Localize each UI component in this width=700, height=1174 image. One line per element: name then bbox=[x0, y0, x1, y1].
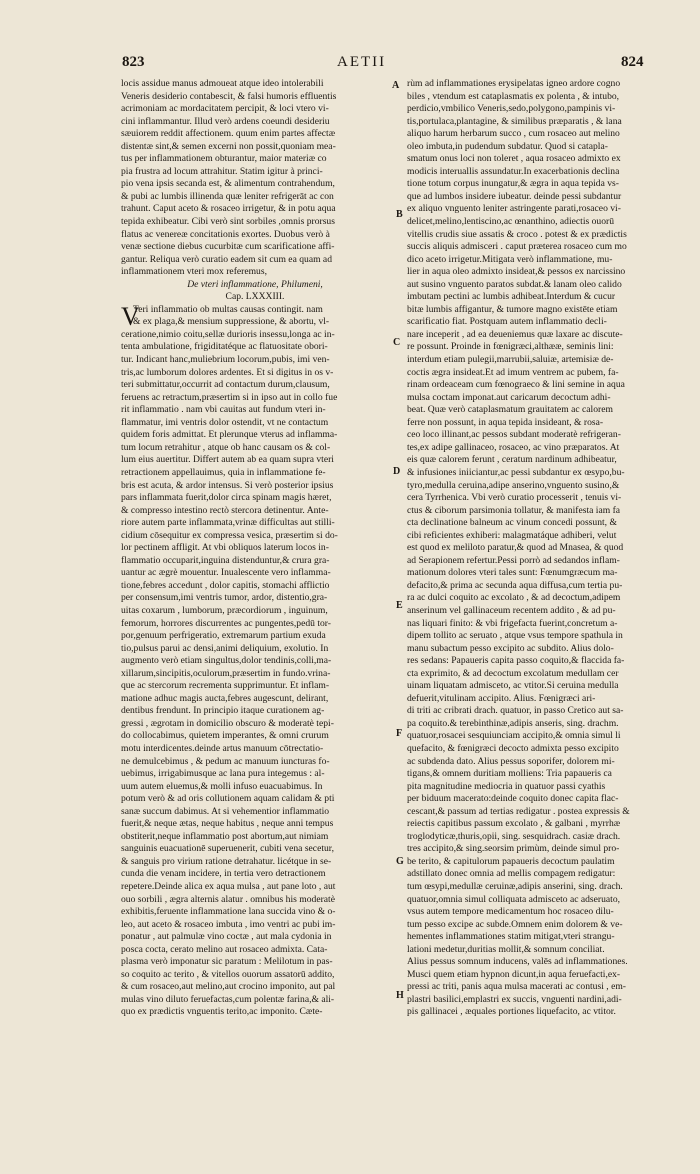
left-column-line: Teri inflammatio ob multas causas contingit. nam bbox=[133, 303, 323, 315]
left-column-line: augmento verò etiam singultus,dolor tendinis,colli,ma- bbox=[121, 655, 332, 667]
right-column-line: rùm ad inflammationes erysipelatas igneo ardore cogno bbox=[407, 78, 621, 89]
right-column-line: ceo loco illinant,ac pessos subdant moderatè refrigeran- bbox=[407, 429, 621, 441]
right-column-line: ad Serapionem refertur.Pessi porrò ad sedandos inflam- bbox=[407, 554, 620, 566]
left-column-line: feruens ac retractum,præsertim si in ipso aut in collo fue bbox=[121, 391, 338, 403]
right-column-line: di triti ac cribrati drach. quatuor, in passo Cretico aut sa- bbox=[407, 705, 624, 717]
right-column-line: Musci quem etiam hypnon dicunt,in aqua feruefacti,ex- bbox=[407, 968, 621, 980]
left-column-line: trahunt. Caput aceto & rosaceo irrigetur, & in potu aqua bbox=[121, 203, 336, 215]
left-column-line: per consensum,imi ventris tumor, ardor, distentio,gra- bbox=[121, 592, 328, 604]
right-column-line: tione totum corpus inungatur,& ægra in aqua tepida vs- bbox=[407, 178, 619, 190]
left-column-line: riore autem parte inflammata,vrinæ difficultas aut stilli- bbox=[121, 517, 335, 529]
left-column-line: sanæ succum dabimus. At si vehementior inflammatio bbox=[121, 805, 330, 817]
right-column-line: vitellis crudis siue assatis & croco . potest & ex prædictis bbox=[407, 228, 627, 240]
right-column-line: Alius pessus somnum inducens, valēs ad inflammationes. bbox=[407, 956, 628, 968]
right-column-line: quatuor,omnia simul colliquata admisceto ac adseruato, bbox=[407, 893, 621, 905]
right-column-line: smatum onus loci non toleret , aqua rosaceo admixto ex bbox=[407, 153, 621, 165]
left-column-line: De vteri inflammatione, Philumeni, bbox=[187, 278, 323, 290]
left-column-line: do collocabimus, quietem imperantes, & omni crurum bbox=[121, 730, 329, 742]
right-column-line: uinam liquatam admisceto, ac vtitor.Si ceruina medulla bbox=[407, 680, 619, 692]
left-column-line: que ac stercorum recrementa supprimuntur. Et inflam- bbox=[121, 680, 330, 692]
right-column-line: pis gallinacei , æquales portiones liquefacito, ac vtitor. bbox=[407, 1006, 616, 1018]
left-page-number: 823 bbox=[122, 54, 145, 70]
margin-letter-f: F bbox=[396, 728, 403, 739]
left-column-line: cini inflammantur. Illud verò ardens coeundi desideriu bbox=[121, 115, 330, 127]
left-column-line: mulas vino diluto feruefactas,cum polentæ farina,& ali- bbox=[121, 993, 335, 1005]
right-column-line: tes,ex adipe gallinaceo, rosaceo, ac vino præparatos. At bbox=[407, 441, 620, 453]
right-column-line: hementes inflammationes statim mitigat,vteri strangu- bbox=[407, 931, 615, 943]
left-column-line: acrimoniam ac mordacitatem percipit, & loci vtero vi- bbox=[121, 103, 329, 115]
left-column-line: ouo sorbili , ægra alternis alatur . omnibus his moderatè bbox=[121, 893, 335, 905]
right-column-line: modicis interuallis assundatur.In exacerbationis declina bbox=[407, 165, 620, 177]
left-column-line: Cap. LXXXIII. bbox=[225, 291, 285, 303]
right-column-line: & infusiones iniiciantur,ac pessi subdantur ex œsypo,bu- bbox=[407, 466, 625, 478]
left-column-line: potum verò & ad oris collutionem aquam calidam & pti bbox=[121, 793, 335, 805]
right-column-line: re possunt. Proinde in fœnigræci,althææ, seminis lini: bbox=[407, 341, 614, 353]
left-column-line: tepida exhibeatur. Cibi verò sint sorbiles ,omnis prorsus bbox=[121, 216, 335, 228]
right-column-line: troglodyticæ,thuris,opii, sing. sesquidrach. casiæ drach. bbox=[407, 830, 621, 842]
left-column-line: matione adhuc magis aucta,febres augescunt, delirant, bbox=[121, 692, 329, 704]
right-column-line: bitæ lumbis affigantur, & tumore magno existēte etiam bbox=[407, 303, 618, 315]
right-column-line: ferre non possunt, in aqua tepida insideant, & rosa- bbox=[407, 416, 604, 428]
right-column-line: interdum etiam pulegii,marrubii,saluiæ, artemisiæ de- bbox=[407, 354, 614, 366]
right-column-line: res sedans: Papaueris capita passo coquito,& flaccida fa- bbox=[407, 655, 625, 667]
left-column-line: sanguinis euacuationē superuenerit, cubiti vena secetur, bbox=[121, 843, 334, 855]
right-column-line: anserinum vel gallinaceum recentem addito , & ad pu- bbox=[407, 604, 616, 616]
left-column-line: dentibus frendunt. In principio itaque curationem ag- bbox=[121, 705, 325, 717]
left-column-line: motu interdicentes.deinde artus manuum cōtrectatio- bbox=[121, 742, 324, 754]
right-column-line: tigans,& omnem duritiam molliens: Tria papaueris ca bbox=[407, 768, 612, 780]
margin-letter-e: E bbox=[396, 600, 403, 611]
right-column-line: plastri basilici,emplastri ex succis, vnguenti nardini,adi- bbox=[407, 993, 622, 1005]
page-header bbox=[0, 54, 700, 78]
left-column-line: inflammationem vteri mox referemus, bbox=[121, 266, 267, 278]
right-column-line: delicet,melino,lentiscino,ac œnanthino, adiectis ouorū bbox=[407, 216, 615, 228]
left-column-line: tur. Indicant hanc,muliebrium locorum,pubis, imi ven- bbox=[121, 354, 330, 366]
right-column-line: nare inceperit , ad ea deueniemus quæ laxare ac discute- bbox=[407, 328, 623, 340]
running-title: AETII bbox=[337, 54, 387, 70]
left-column-line: gressi , ægrotam in domicilio obscuro & moderatè tepi- bbox=[121, 717, 334, 729]
right-column-line: scarificatio fiat. Postquam autem inflammatio decli- bbox=[407, 316, 607, 328]
left-column-line: uum autem eluemus,& molli infuso euacuabimus. In bbox=[121, 780, 323, 792]
right-column-line: tum pesso excipe ac subde.Omnem enim dolorem & ve- bbox=[407, 918, 623, 930]
left-column-line: quo ex prædictis vnguentis terito,ac imponito. Cæte- bbox=[121, 1006, 323, 1018]
right-column-line: tyro,medulla ceruina,adipe anserino,vnguento susino,& bbox=[407, 479, 620, 491]
left-column-line: tio,pulsus parui ac densi,animi deliquium, exolutio. In bbox=[121, 642, 329, 654]
left-column-line: gantur. Reliqua verò curatio eadem sit cum ea quam ad bbox=[121, 253, 332, 265]
left-column-line: flatus ac venereæ concitationis exortes. Duobus verò à bbox=[121, 228, 330, 240]
right-text-column bbox=[407, 78, 675, 1019]
right-column-line: ctus & ciborum parsimonia tollatur, & manifesta iam fa bbox=[407, 504, 621, 516]
left-column-line: & compresso intestino rectò stercora detinentur. Ante- bbox=[121, 504, 329, 516]
right-column-line: cescant,& passum ad tertias redigatur . postea expressis & bbox=[407, 805, 630, 817]
left-column-line: sæuiorem reddit affectionem. quum enim partes affectæ bbox=[121, 128, 336, 140]
left-column-line: quidem foris admittat. Et plerunque vterus ad inflamma- bbox=[121, 429, 338, 441]
right-column-line: imbutam pectini ac lumbis adhibeat.Interdum & cucur bbox=[407, 291, 616, 303]
left-column-line: bris est acuta, & ardor intensus. Si verò posterior ipsius bbox=[121, 479, 334, 491]
left-column-line: cunda die venam incidere, in tertia vero detractionem bbox=[121, 868, 326, 880]
left-column-line: flammatio occuparit,inguina distenduntur,& crura gra- bbox=[121, 554, 330, 566]
right-column-line: perdicio,vmbilico Veneris,sedo,polygono,pampinis vi- bbox=[407, 103, 616, 115]
left-column-line: leo, aut aceto & rosaceo imbuta , imo ventri ac pubi im- bbox=[121, 918, 336, 930]
right-column-line: lationi medetur,duritias mollit,& somnum conciliat. bbox=[407, 943, 605, 955]
left-column-line: Veneris desiderio contabescit, & falsi humoris effluentis bbox=[121, 90, 337, 102]
left-column-line: lum eius auertitur. Differt autem ab ea quam supra vteri bbox=[121, 454, 334, 466]
right-column-line: quatuor,rosacei sesquiunciam accipito,& omnia simul li bbox=[407, 730, 621, 742]
right-column-line: defacito,& prima ac secunda aqua diffusa,cum tertia pu- bbox=[407, 579, 623, 591]
left-column-line: venæ sectione diebus cucurbitæ cum scarificatione affi- bbox=[121, 241, 335, 253]
left-column-line: por,genuum perfrigeratio, extremarum partium exuda bbox=[121, 630, 326, 642]
left-column-line: & sanguis pro virium ratione detrahatur. licétque in se- bbox=[121, 855, 332, 867]
left-column-line: obstiterit,neque inflammatio post abortum,aut nimiam bbox=[121, 830, 329, 842]
left-column-line: lor pectinem affligit. At vbi obliquos laterum locos in- bbox=[121, 542, 329, 554]
right-column-line: oleo imbuta,in pudendum subdatur. Quod si catapla- bbox=[407, 140, 608, 152]
right-column-line: ex aliquo vnguento leniter astringente parati,rosaceo vi- bbox=[407, 203, 621, 215]
left-column-line: tenta ambulatione, frigiditatéque ac flatuositate obori- bbox=[121, 341, 328, 353]
right-column-line: aliquo harum herbarum succo , cum rosaceo aut melino bbox=[407, 128, 620, 140]
left-column-line: distentæ sint,& semen excerni non possit,quoniam mea- bbox=[121, 140, 336, 152]
right-column-line: biles , vtendum est cataplasmatis ex polenta , & intubo, bbox=[407, 90, 620, 102]
left-text-column bbox=[121, 78, 389, 1019]
left-column-line: tum locum retrahitur , atque ob hanc causam os & col- bbox=[121, 441, 331, 453]
right-column-line: tum œsypi,medullæ ceruinæ,adipis anserini, sing. drach. bbox=[407, 881, 623, 892]
left-column-line: plasma verò imponatur sic paratum : Melilotum in pas- bbox=[121, 956, 333, 968]
right-column-line: aut susino vnguento paratos subdat.& lanam oleo calido bbox=[407, 278, 622, 290]
left-column-line: retractionem appellauimus, quia in inflammatione fe- bbox=[121, 466, 326, 478]
margin-letter-b: B bbox=[396, 209, 403, 220]
right-column-line: dico aceto irrigetur.Mitigata verò inflammatione, mu- bbox=[407, 253, 613, 265]
right-column-line: que ad lumbos insidere iubeatur. deinde pessi subdantur bbox=[407, 190, 622, 202]
left-column-line: flammatur, imi ventris dolor ostendit, vt ne contactum bbox=[121, 416, 329, 428]
right-column-line: pita magnitudine mediocria in quatuor passi cyathis bbox=[407, 780, 606, 792]
right-column-line: succis aliquis admisceri . caput præterea rosaceo cum mo bbox=[407, 241, 627, 253]
margin-letter-h: H bbox=[396, 990, 404, 1001]
left-column-line: tione,febres accedunt , dolor capitis, stomachi afflictio bbox=[121, 579, 330, 591]
right-column-line: rinam ordeaceam cum fœnograeco & lini semine in aqua bbox=[407, 379, 625, 391]
right-column-line: quefacito, & fœnigræci decocto admixta pesso excipito bbox=[407, 742, 619, 754]
right-column-line: cta declinatione balneum ac vinum concedi possunt, & bbox=[407, 517, 617, 529]
right-column-line: lier in aqua oleo admixto insideat,& pessos ex narcissino bbox=[407, 266, 626, 278]
right-column-line: ac subdenda dato. Alius pessus soporifer, dolorem mi- bbox=[407, 755, 615, 767]
left-column-line: ponatur , aut palmulæ vino coctæ , aut mala cydonia in bbox=[121, 931, 332, 943]
left-column-line: rit inflammatio . nam vbi cauitas aut fundum vteri in- bbox=[121, 404, 326, 416]
right-column-line: ra ac dulci coquito ac excolato , & ad decoctum,adipem bbox=[407, 592, 621, 604]
right-column-line: nas liquari finito: & vbi frigefacta fuerint,concretum a- bbox=[407, 617, 618, 629]
left-column-line: pio vena ipsis secanda est, & alimentum contrahendum, bbox=[121, 178, 335, 190]
right-column-line: tis,portulaca,plantagine, & similibus præparatis , & lana bbox=[407, 115, 622, 127]
right-column-line: adstillato donec omnia ad mellis compagem redigatur: bbox=[407, 868, 616, 880]
right-column-line: vsus autem tempore medicamentum hoc rosaceo dilu- bbox=[407, 906, 614, 918]
right-page-number: 824 bbox=[621, 54, 644, 70]
left-column-line: locis assidue manus admoueat atque ideo intolerabili bbox=[121, 78, 324, 89]
left-column-line: uantur ac ægrè mouentur. Inualescente vero inflamma- bbox=[121, 567, 331, 579]
margin-letter-a: A bbox=[392, 80, 400, 91]
margin-letter-d: D bbox=[393, 466, 401, 477]
right-column-line: beat. Quæ verò cataplasmatum grauitatem ac calorem bbox=[407, 404, 613, 416]
drop-cap-initial: V bbox=[121, 301, 140, 331]
right-column-line: be terito, & capitulorum papaueris decoctum paulatim bbox=[407, 855, 615, 867]
right-column-line: est quod ex meliloto paratur,& quod ad Mnasea, & quod bbox=[407, 542, 624, 554]
left-column-line: fuerit,& neque ætas, neque habitus , neque anni tempus bbox=[121, 818, 334, 830]
right-column-line: eis quæ calorem ferunt , ceratum nardinum adhibeatur, bbox=[407, 454, 617, 466]
left-column-line: uebimus, irrigabimusque ac lana pura integemus : al- bbox=[121, 768, 325, 780]
left-column-line: posca cocta, cerato melino aut rosaceo admixta. Cata- bbox=[121, 943, 328, 955]
right-column-line: per biduum macerato:deinde coquito donec capita flac- bbox=[407, 793, 619, 805]
right-column-line: pa coquito.& terebinthinæ,adipis anseris, sing. drachm. bbox=[407, 717, 619, 729]
left-column-line: & cum rosaceo,aut melino,aut crocino imponito, aut pal bbox=[121, 981, 336, 993]
left-column-line: cidium cōsequitur ex compressa vesica, præsertim si do- bbox=[121, 529, 338, 541]
left-column-line: femorum, horrores discurrentes ac pungentes,pedū tor- bbox=[121, 617, 331, 629]
right-column-line: tres accipito,& sing.seorsim primùm, deinde simul pro- bbox=[407, 843, 620, 855]
right-column-line: dipem tollito ac seruato , atque vsus tempore spathula in bbox=[407, 630, 623, 642]
right-column-line: mationum dolores vteri tales sunt: Fœnumgræcum ma- bbox=[407, 567, 618, 579]
left-column-line: pars inflammata fuerit,dolor circa spinam magis hæret, bbox=[121, 492, 332, 504]
left-column-line: tus per inflammationem obturantur, maior materiæ co bbox=[121, 153, 327, 165]
right-column-line: reiectis capitibus passum excolato , & galbani , myrrhæ bbox=[407, 818, 621, 830]
margin-letter-g: G bbox=[396, 856, 404, 867]
right-column-line: coctis ægra insideat.Et ad imum ventrem ac pubem, fa- bbox=[407, 366, 619, 378]
margin-letter-c: C bbox=[393, 337, 401, 348]
left-column-line: xillarum,sincipitis,oculorum,præsertim in fundo.vrina- bbox=[121, 667, 331, 679]
left-column-line: tris,ac lumborum dolores ardentes. Et si digitus in os v- bbox=[121, 366, 334, 378]
right-column-line: cta exprimito, & ad decoctum excolatum medullam cer bbox=[407, 667, 619, 679]
left-column-line: ne demulcebimus , & pedum ac manuum iuncturas fo- bbox=[121, 755, 330, 767]
left-column-line: pia frustra ad locum attrahitur. Statim igitur à princi- bbox=[121, 165, 323, 177]
right-column-line: manu subactum pesso excipito ac subdito. Alius dolo- bbox=[407, 642, 614, 654]
left-column-line: & pubi ac lumbis illinenda quæ leniter refrigerāt ac con bbox=[121, 190, 334, 202]
left-column-line: repetere.Deinde alica ex aqua mulsa , aut pane loto , aut bbox=[121, 881, 336, 892]
left-column-line: uitas coxarum , lumborum, præcordiorum , inguinum, bbox=[121, 604, 328, 616]
right-column-line: defuerit,vitulinam accipito. Alius. Fœnigræci ari- bbox=[407, 692, 596, 704]
left-column-line: ceratione,nimio coitu,sellæ durioris insessu,longa ac in- bbox=[121, 328, 335, 340]
left-column-line: exhibitis,feruente inflammatione lana succida vino & o- bbox=[121, 906, 336, 918]
right-column-line: cibi reficientes exhiberi: malagmatáque adhiberi, velut bbox=[407, 529, 617, 541]
right-column-line: cera Tyrrhenica. Vbi verò curatio processerit , tenuis vi- bbox=[407, 492, 622, 504]
right-column-line: mulsa coctam imponat.aut caricarum decoctum adhi- bbox=[407, 391, 611, 403]
left-column-line: & ex plaga,& mensium suppressione, & abortu, vl- bbox=[133, 316, 330, 328]
right-column-line: pressi ac triti, panis aqua mulsa macerati ac contusi , em- bbox=[407, 981, 626, 993]
left-column-line: teri submittatur,occurrit ad contactum durum,clausum, bbox=[121, 379, 330, 391]
left-column-line: so coquito ac terito , & vitellos ouorum assatorū addito, bbox=[121, 968, 335, 980]
